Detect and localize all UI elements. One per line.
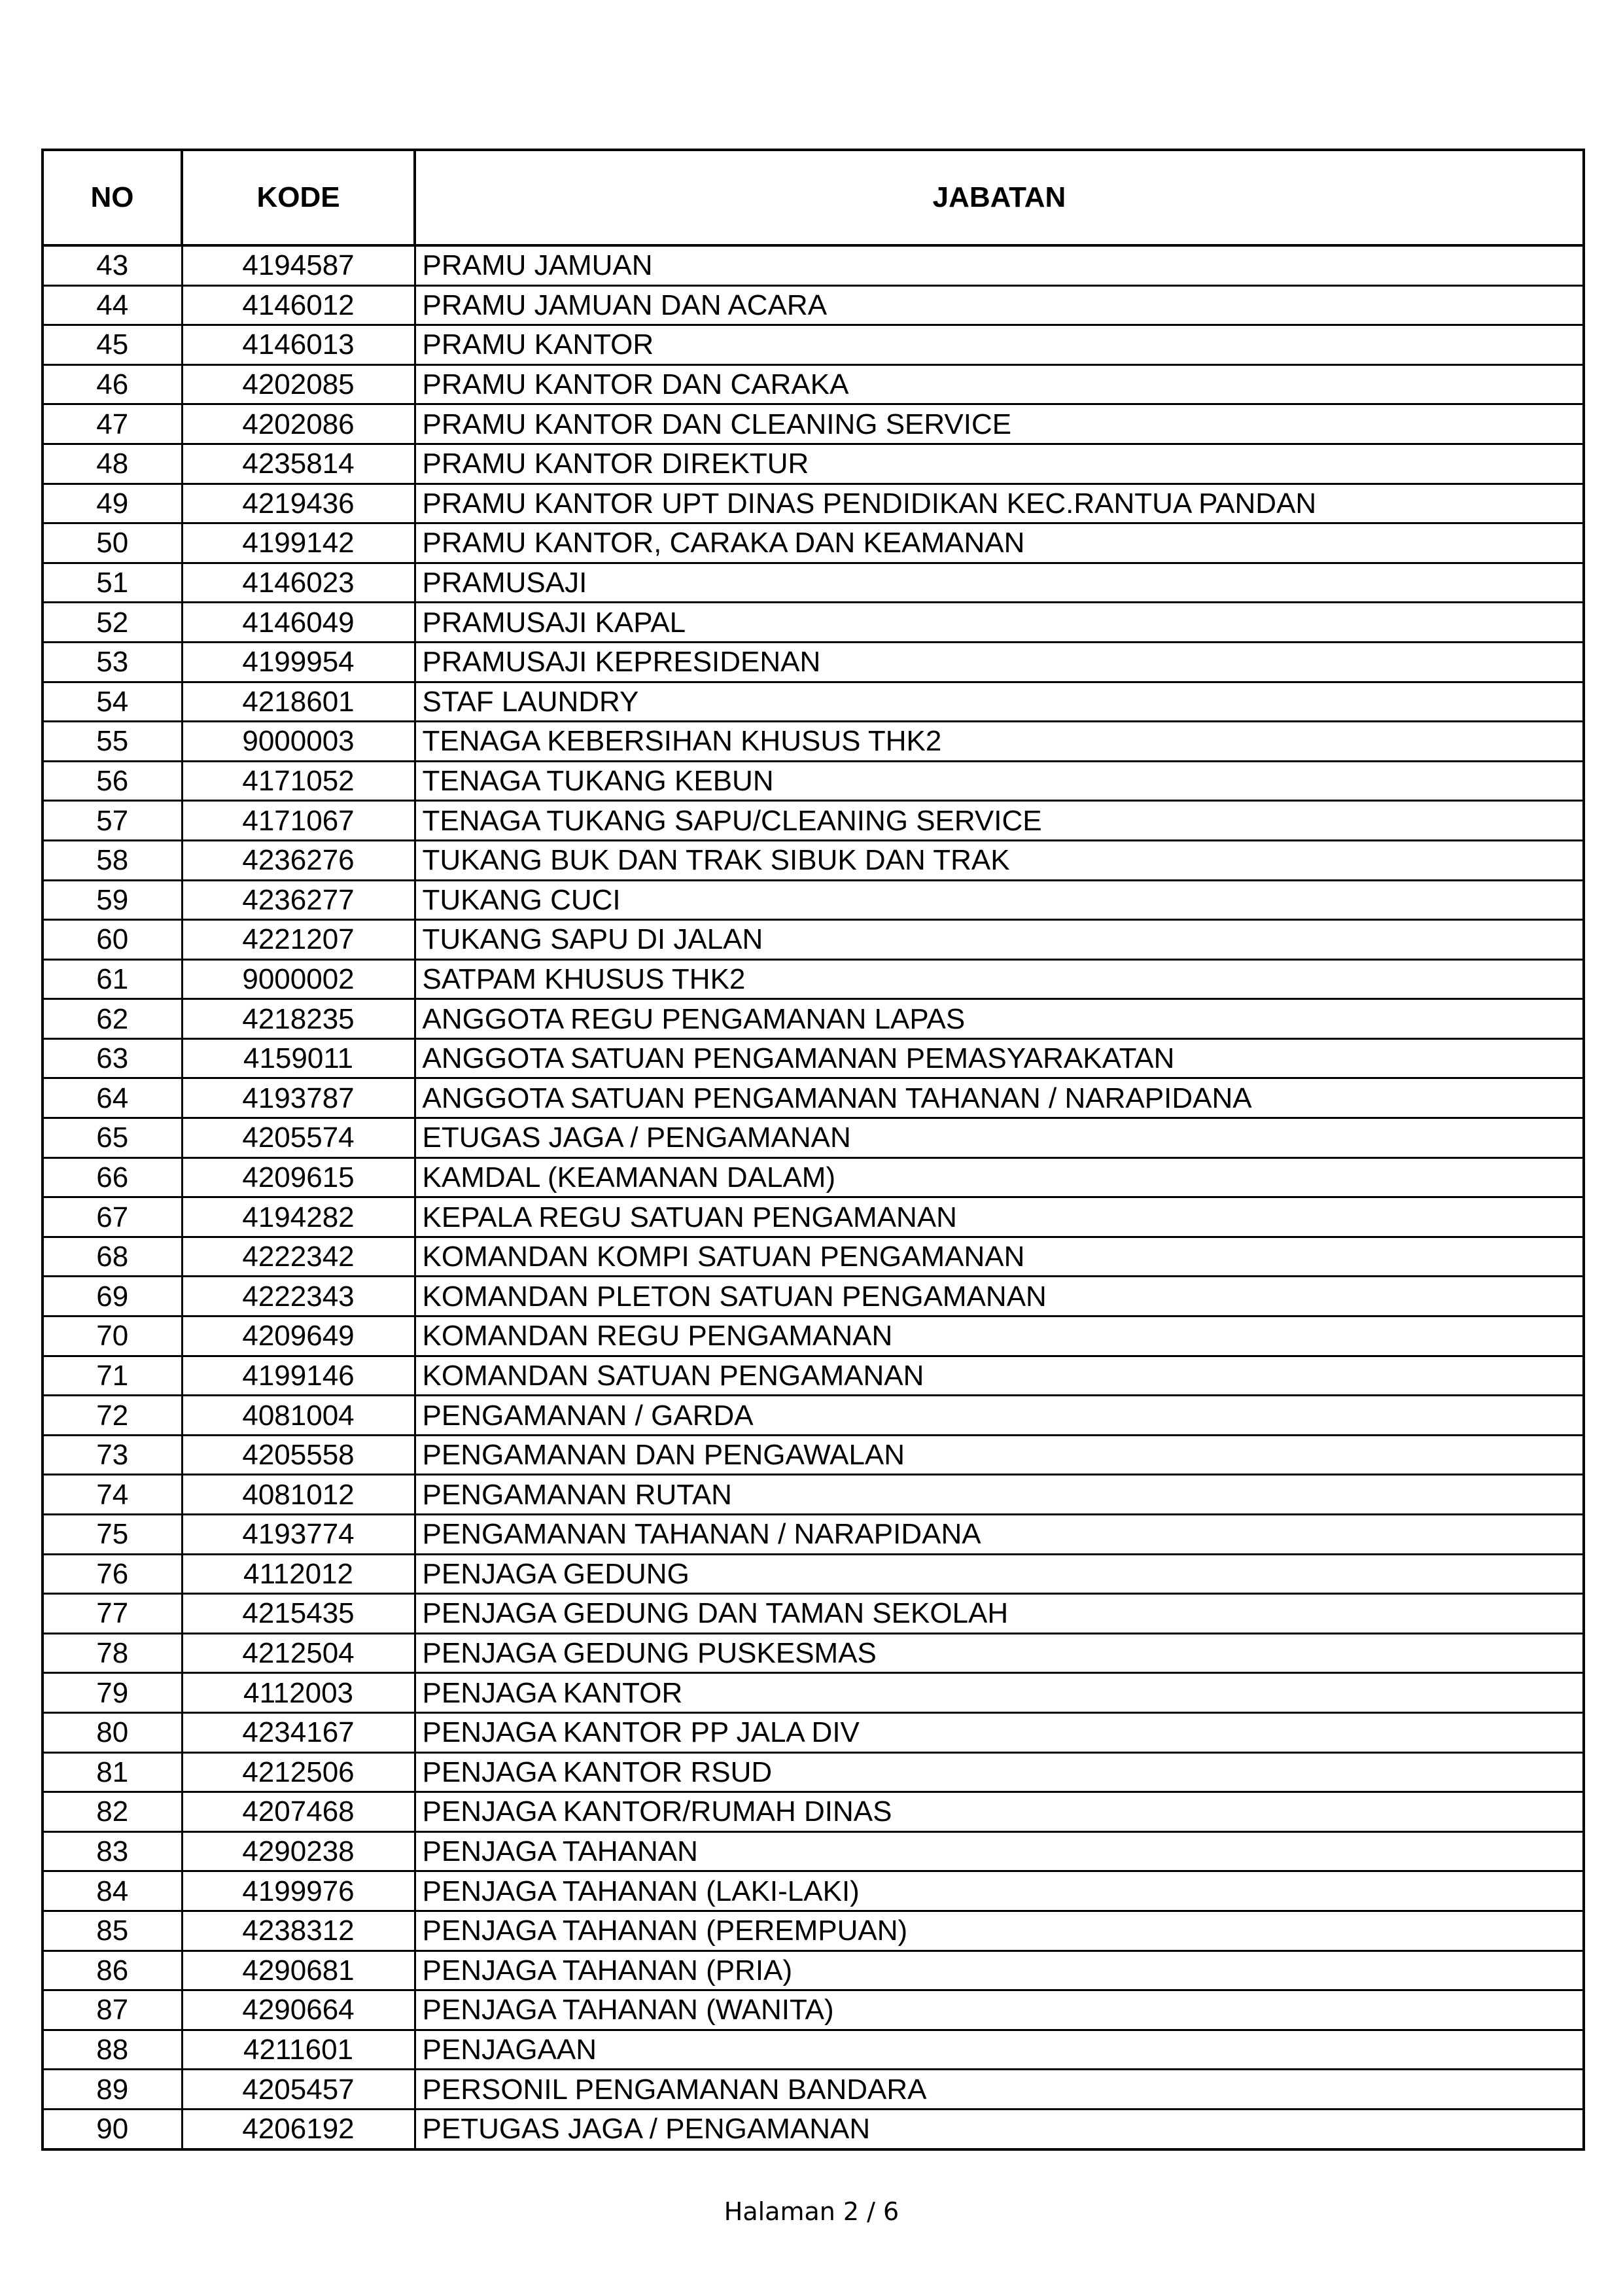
cell-kode: 4212504 — [182, 1633, 415, 1673]
cell-kode: 4290681 — [182, 1951, 415, 1990]
cell-no: 47 — [43, 404, 182, 444]
cell-kode: 4218235 — [182, 999, 415, 1039]
cell-kode: 4171052 — [182, 761, 415, 801]
table-row — [43, 325, 1584, 365]
table-row — [43, 1712, 1584, 1752]
cell-no: 58 — [43, 840, 182, 880]
table-row — [43, 1673, 1584, 1713]
cell-jabatan: PERSONIL PENGAMANAN BANDARA — [415, 2070, 1584, 2110]
cell-no: 52 — [43, 603, 182, 643]
table-row — [43, 404, 1584, 444]
cell-kode: 4081004 — [182, 1396, 415, 1436]
cell-jabatan: PRAMU KANTOR — [415, 325, 1584, 365]
table-row — [43, 1752, 1584, 1792]
cell-kode: 4193774 — [182, 1515, 415, 1555]
cell-no: 77 — [43, 1594, 182, 1634]
cell-kode: 9000003 — [182, 722, 415, 762]
header-jabatan: JABATAN — [415, 150, 1584, 245]
table-row — [43, 1515, 1584, 1555]
cell-jabatan: KOMANDAN SATUAN PENGAMANAN — [415, 1356, 1584, 1396]
table-row — [43, 880, 1584, 920]
cell-jabatan: PRAMU KANTOR, CARAKA DAN KEAMANAN — [415, 523, 1584, 563]
table-row — [43, 484, 1584, 523]
table-row — [43, 1831, 1584, 1871]
cell-kode: 4236276 — [182, 840, 415, 880]
cell-kode: 4199954 — [182, 642, 415, 682]
cell-no: 69 — [43, 1277, 182, 1316]
table-row — [43, 2109, 1584, 2149]
cell-jabatan: PENJAGAAN — [415, 2030, 1584, 2070]
cell-jabatan: PENJAGA TAHANAN — [415, 1831, 1584, 1871]
cell-kode: 4222343 — [182, 1277, 415, 1316]
cell-jabatan: PRAMU KANTOR DIREKTUR — [415, 444, 1584, 484]
table-row — [43, 999, 1584, 1039]
cell-no: 48 — [43, 444, 182, 484]
table-body — [43, 245, 1584, 2149]
cell-jabatan: TENAGA TUKANG KEBUN — [415, 761, 1584, 801]
cell-no: 65 — [43, 1118, 182, 1158]
table-row — [43, 1118, 1584, 1158]
cell-jabatan: PENGAMANAN / GARDA — [415, 1396, 1584, 1436]
cell-jabatan: PRAMUSAJI KAPAL — [415, 603, 1584, 643]
table-row — [43, 1038, 1584, 1078]
cell-jabatan: ANGGOTA SATUAN PENGAMANAN TAHANAN / NARAPIDANA — [415, 1078, 1584, 1118]
cell-jabatan: PENJAGA KANTOR RSUD — [415, 1752, 1584, 1792]
cell-no: 43 — [43, 245, 182, 285]
cell-kode: 4219436 — [182, 484, 415, 523]
cell-no: 72 — [43, 1396, 182, 1436]
cell-no: 51 — [43, 563, 182, 603]
cell-jabatan: PENJAGA KANTOR/RUMAH DINAS — [415, 1792, 1584, 1832]
cell-no: 90 — [43, 2109, 182, 2149]
cell-jabatan: ANGGOTA REGU PENGAMANAN LAPAS — [415, 999, 1584, 1039]
cell-kode: 4222342 — [182, 1237, 415, 1277]
cell-jabatan: TUKANG SAPU DI JALAN — [415, 920, 1584, 960]
table-header — [43, 150, 1584, 245]
table-row — [43, 1951, 1584, 1990]
cell-no: 50 — [43, 523, 182, 563]
table-row — [43, 642, 1584, 682]
cell-kode: 4194282 — [182, 1197, 415, 1237]
cell-kode: 4199142 — [182, 523, 415, 563]
cell-kode: 4146049 — [182, 603, 415, 643]
cell-jabatan: PENJAGA TAHANAN (PRIA) — [415, 1951, 1584, 1990]
cell-jabatan: PRAMU JAMUAN — [415, 245, 1584, 285]
cell-jabatan: PENJAGA TAHANAN (WANITA) — [415, 1990, 1584, 2030]
table-row — [43, 840, 1584, 880]
cell-jabatan: TUKANG BUK DAN TRAK SIBUK DAN TRAK — [415, 840, 1584, 880]
table-row — [43, 1911, 1584, 1951]
cell-no: 66 — [43, 1157, 182, 1197]
cell-no: 74 — [43, 1475, 182, 1515]
cell-kode: 4112003 — [182, 1673, 415, 1713]
cell-jabatan: PENJAGA KANTOR PP JALA DIV — [415, 1712, 1584, 1752]
table-row — [43, 1396, 1584, 1436]
header-kode: KODE — [182, 150, 415, 245]
table-row — [43, 285, 1584, 325]
cell-kode: 4238312 — [182, 1911, 415, 1951]
table-row — [43, 1554, 1584, 1594]
cell-kode: 4221207 — [182, 920, 415, 960]
jabatan-table — [41, 149, 1585, 2151]
table-row — [43, 1633, 1584, 1673]
cell-jabatan: KOMANDAN KOMPI SATUAN PENGAMANAN — [415, 1237, 1584, 1277]
cell-jabatan: STAF LAUNDRY — [415, 682, 1584, 722]
cell-jabatan: PENGAMANAN RUTAN — [415, 1475, 1584, 1515]
cell-kode: 4193787 — [182, 1078, 415, 1118]
cell-no: 55 — [43, 722, 182, 762]
cell-jabatan: TUKANG CUCI — [415, 880, 1584, 920]
cell-kode: 4146012 — [182, 285, 415, 325]
table-row — [43, 959, 1584, 999]
cell-no: 59 — [43, 880, 182, 920]
cell-jabatan: KAMDAL (KEAMANAN DALAM) — [415, 1157, 1584, 1197]
table-row — [43, 603, 1584, 643]
cell-jabatan: PETUGAS JAGA / PENGAMANAN — [415, 2109, 1584, 2149]
cell-no: 84 — [43, 1871, 182, 1911]
table-row — [43, 1197, 1584, 1237]
cell-no: 80 — [43, 1712, 182, 1752]
cell-no: 73 — [43, 1435, 182, 1475]
table-row — [43, 1078, 1584, 1118]
cell-no: 83 — [43, 1831, 182, 1871]
cell-kode: 4081012 — [182, 1475, 415, 1515]
cell-no: 46 — [43, 364, 182, 404]
cell-no: 87 — [43, 1990, 182, 2030]
cell-jabatan: PRAMU JAMUAN DAN ACARA — [415, 285, 1584, 325]
cell-no: 49 — [43, 484, 182, 523]
cell-jabatan: PENJAGA KANTOR — [415, 1673, 1584, 1713]
table-row — [43, 1157, 1584, 1197]
cell-kode: 9000002 — [182, 959, 415, 999]
cell-kode: 4290664 — [182, 1990, 415, 2030]
cell-jabatan: KOMANDAN PLETON SATUAN PENGAMANAN — [415, 1277, 1584, 1316]
table-row — [43, 245, 1584, 285]
table-row — [43, 1594, 1584, 1634]
table-row — [43, 1356, 1584, 1396]
cell-no: 85 — [43, 1911, 182, 1951]
cell-jabatan: KEPALA REGU SATUAN PENGAMANAN — [415, 1197, 1584, 1237]
table-row — [43, 2030, 1584, 2070]
cell-no: 68 — [43, 1237, 182, 1277]
cell-no: 75 — [43, 1515, 182, 1555]
header-no: NO — [43, 150, 182, 245]
table-row — [43, 761, 1584, 801]
cell-kode: 4236277 — [182, 880, 415, 920]
cell-kode: 4171067 — [182, 801, 415, 841]
cell-jabatan: PENGAMANAN TAHANAN / NARAPIDANA — [415, 1515, 1584, 1555]
cell-jabatan: PENGAMANAN DAN PENGAWALAN — [415, 1435, 1584, 1475]
cell-kode: 4234167 — [182, 1712, 415, 1752]
page-number: Halaman 2 / 6 — [724, 2197, 899, 2226]
cell-jabatan: PENJAGA GEDUNG DAN TAMAN SEKOLAH — [415, 1594, 1584, 1634]
cell-no: 44 — [43, 285, 182, 325]
cell-kode: 4199976 — [182, 1871, 415, 1911]
cell-jabatan: ANGGOTA SATUAN PENGAMANAN PEMASYARAKATAN — [415, 1038, 1584, 1078]
cell-kode: 4235814 — [182, 444, 415, 484]
cell-no: 78 — [43, 1633, 182, 1673]
cell-jabatan: KOMANDAN REGU PENGAMANAN — [415, 1316, 1584, 1356]
cell-jabatan: PENJAGA GEDUNG — [415, 1554, 1584, 1594]
cell-kode: 4112012 — [182, 1554, 415, 1594]
cell-no: 60 — [43, 920, 182, 960]
table-row — [43, 523, 1584, 563]
cell-jabatan: SATPAM KHUSUS THK2 — [415, 959, 1584, 999]
cell-no: 45 — [43, 325, 182, 365]
cell-jabatan: PRAMU KANTOR DAN CARAKA — [415, 364, 1584, 404]
cell-no: 63 — [43, 1038, 182, 1078]
table-row — [43, 1435, 1584, 1475]
cell-jabatan: PRAMU KANTOR DAN CLEANING SERVICE — [415, 404, 1584, 444]
cell-kode: 4199146 — [182, 1356, 415, 1396]
cell-no: 56 — [43, 761, 182, 801]
cell-kode: 4218601 — [182, 682, 415, 722]
cell-no: 71 — [43, 1356, 182, 1396]
cell-kode: 4202086 — [182, 404, 415, 444]
cell-kode: 4146023 — [182, 563, 415, 603]
table-row — [43, 1792, 1584, 1832]
cell-jabatan: PRAMU KANTOR UPT DINAS PENDIDIKAN KEC.RANTUA PANDAN — [415, 484, 1584, 523]
cell-no: 54 — [43, 682, 182, 722]
table-row — [43, 444, 1584, 484]
cell-kode: 4146013 — [182, 325, 415, 365]
table-row — [43, 563, 1584, 603]
cell-no: 70 — [43, 1316, 182, 1356]
table-row — [43, 1277, 1584, 1316]
cell-no: 88 — [43, 2030, 182, 2070]
cell-kode: 4207468 — [182, 1792, 415, 1832]
table-row — [43, 722, 1584, 762]
header-row — [43, 150, 1584, 245]
cell-jabatan: PRAMUSAJI KEPRESIDENAN — [415, 642, 1584, 682]
cell-jabatan: TENAGA KEBERSIHAN KHUSUS THK2 — [415, 722, 1584, 762]
cell-jabatan: PRAMUSAJI — [415, 563, 1584, 603]
cell-jabatan: PENJAGA GEDUNG PUSKESMAS — [415, 1633, 1584, 1673]
cell-no: 61 — [43, 959, 182, 999]
cell-kode: 4159011 — [182, 1038, 415, 1078]
cell-kode: 4209649 — [182, 1316, 415, 1356]
cell-no: 82 — [43, 1792, 182, 1832]
cell-kode: 4290238 — [182, 1831, 415, 1871]
cell-jabatan: PENJAGA TAHANAN (PEREMPUAN) — [415, 1911, 1584, 1951]
cell-kode: 4205558 — [182, 1435, 415, 1475]
cell-kode: 4202085 — [182, 364, 415, 404]
cell-kode: 4211601 — [182, 2030, 415, 2070]
cell-no: 62 — [43, 999, 182, 1039]
cell-no: 79 — [43, 1673, 182, 1713]
table-row — [43, 920, 1584, 960]
cell-jabatan: PENJAGA TAHANAN (LAKI-LAKI) — [415, 1871, 1584, 1911]
cell-kode: 4205574 — [182, 1118, 415, 1158]
cell-kode: 4206192 — [182, 2109, 415, 2149]
cell-kode: 4205457 — [182, 2070, 415, 2110]
cell-no: 89 — [43, 2070, 182, 2110]
cell-no: 57 — [43, 801, 182, 841]
table-row — [43, 1237, 1584, 1277]
table-row — [43, 1475, 1584, 1515]
table-row — [43, 2070, 1584, 2110]
cell-jabatan: ETUGAS JAGA / PENGAMANAN — [415, 1118, 1584, 1158]
table-row — [43, 364, 1584, 404]
table-row — [43, 801, 1584, 841]
table-row — [43, 1990, 1584, 2030]
cell-no: 76 — [43, 1554, 182, 1594]
cell-no: 86 — [43, 1951, 182, 1990]
cell-kode: 4212506 — [182, 1752, 415, 1792]
cell-no: 81 — [43, 1752, 182, 1792]
table-row — [43, 682, 1584, 722]
cell-no: 64 — [43, 1078, 182, 1118]
cell-jabatan: TENAGA TUKANG SAPU/CLEANING SERVICE — [415, 801, 1584, 841]
cell-kode: 4209615 — [182, 1157, 415, 1197]
cell-no: 53 — [43, 642, 182, 682]
cell-kode: 4194587 — [182, 245, 415, 285]
cell-no: 67 — [43, 1197, 182, 1237]
table-row — [43, 1871, 1584, 1911]
table-row — [43, 1316, 1584, 1356]
cell-kode: 4215435 — [182, 1594, 415, 1634]
